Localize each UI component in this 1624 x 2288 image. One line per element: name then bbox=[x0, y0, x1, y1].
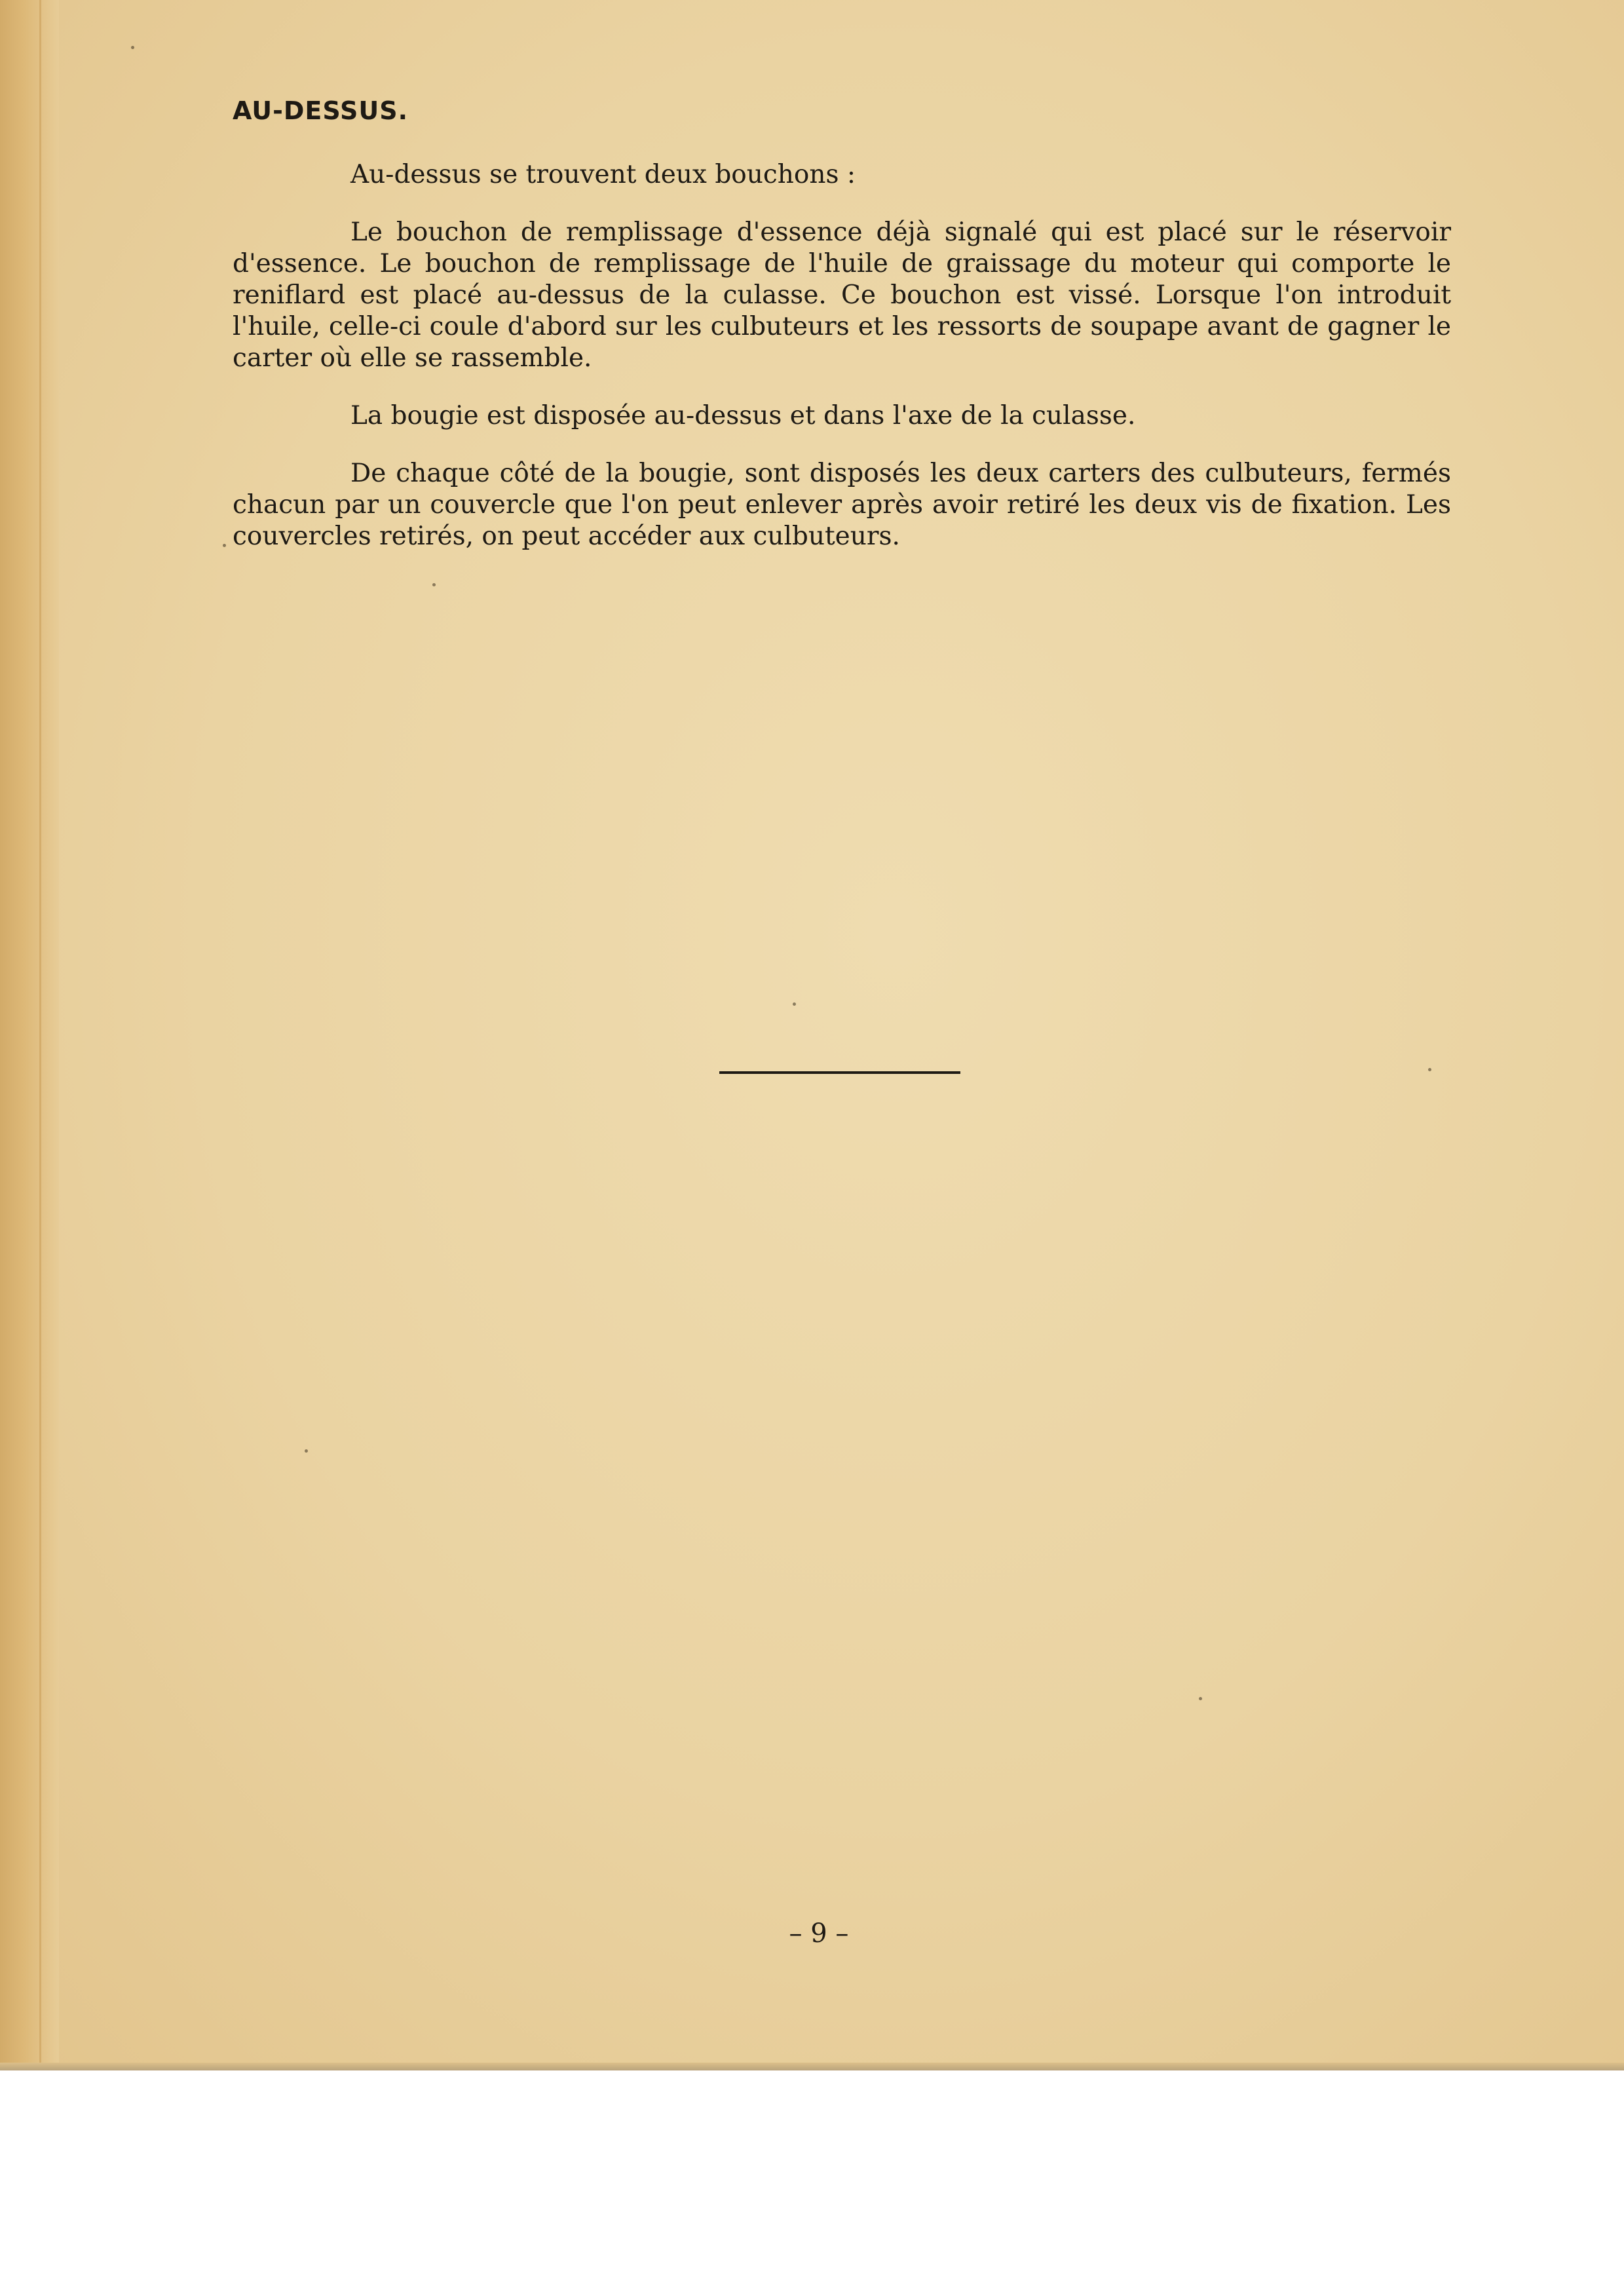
page-number: – 9 – bbox=[789, 1918, 849, 1949]
paragraph-spark-plug: La bougie est disposée au-dessus et dans l'axe de la culasse. bbox=[350, 401, 1136, 430]
section-divider-rule bbox=[719, 1071, 960, 1074]
paragraph-filler-caps: Le bouchon de remplissage d'essence déjà signalé qui est placé sur le réservoir d'essence. Le bouchon de remplissage de l'huile de graissage du moteur qui comporte le reniflard est placé au-dessus de la culasse. Ce bouchon est vissé. Lorsque l'on introduit l'huile, celle-ci coule d'abord sur les culbuteurs et les ressorts de soupape avant de gagner le carter où elle se rassemble. bbox=[233, 218, 1451, 373]
page-bottom-edge bbox=[0, 2063, 1624, 2070]
paper-speck bbox=[1199, 1697, 1202, 1700]
page-fold-line bbox=[39, 0, 41, 2070]
page-content bbox=[233, 95, 1451, 579]
paper-speck bbox=[305, 1449, 308, 1453]
paper-speck bbox=[1428, 1068, 1431, 1071]
paragraph-intro: Au-dessus se trouvent deux bouchons : bbox=[350, 160, 856, 189]
page-binding-edge bbox=[0, 0, 59, 2070]
paper-speck bbox=[131, 46, 134, 49]
section-heading: AU-DESSUS. bbox=[233, 96, 409, 125]
paragraph-rocker-covers: De chaque côté de la bougie, sont disposés les deux carters des culbuteurs, fermés chacun par un couvercle que l'on peut enlever après avoir retiré les deux vis de fixation. Les couvercles retirés, on peut accéder aux culbuteurs. bbox=[233, 459, 1451, 551]
paper-speck bbox=[223, 544, 226, 547]
paper-speck bbox=[793, 1002, 796, 1006]
paper-speck bbox=[432, 583, 436, 586]
